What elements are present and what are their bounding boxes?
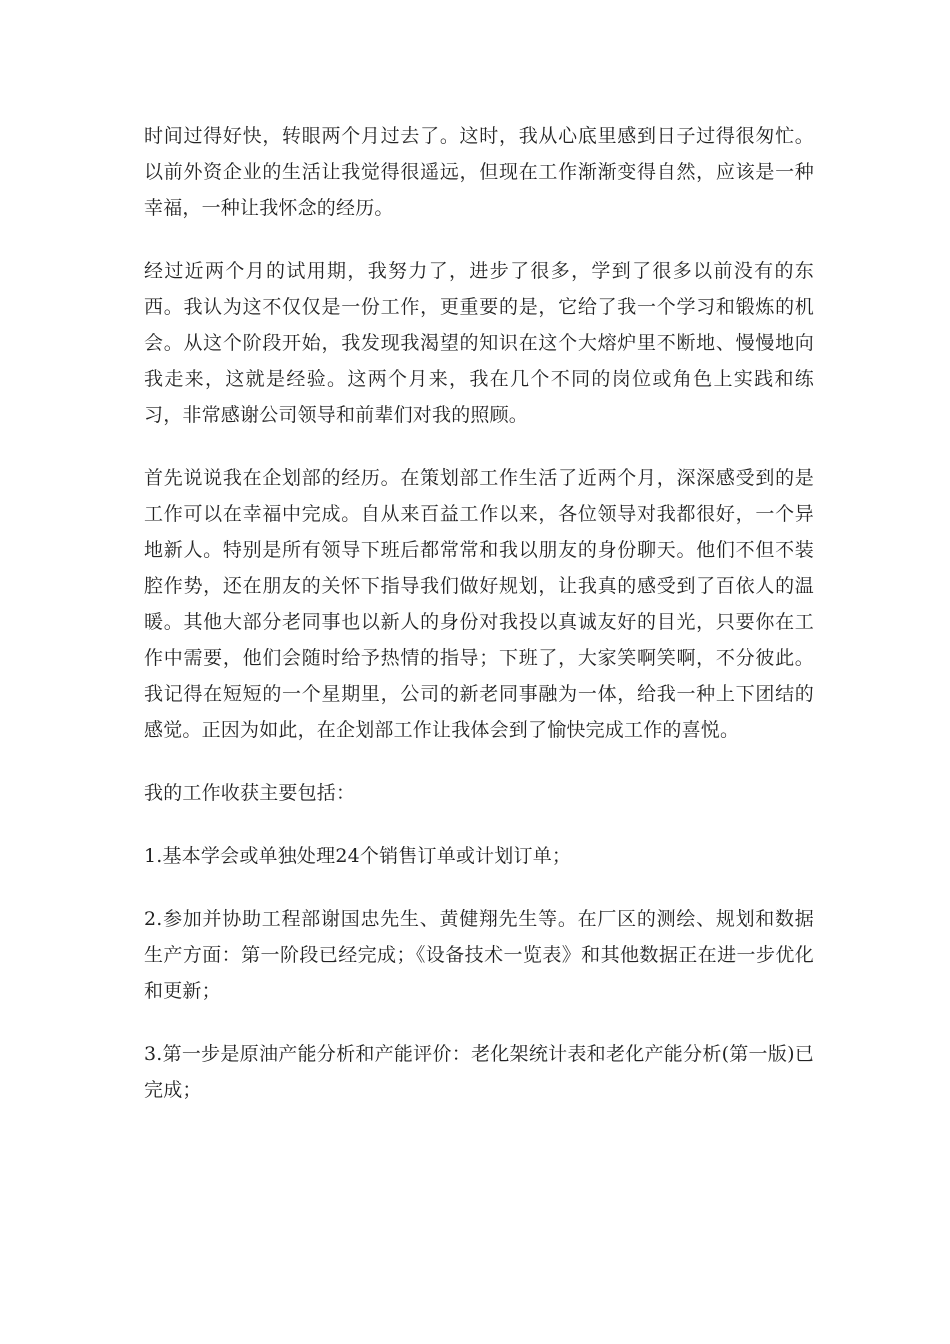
list-item-3: 3.第一步是原油产能分析和产能评价：老化架统计表和老化产能分析(第一版)已完成； <box>144 1043 814 1101</box>
document-body <box>144 118 814 1135</box>
paragraph-planning-dept: 首先说说我在企划部的经历。在策划部工作生活了近两个月，深深感受到的是工作可以在幸福中完成。自从来百益工作以来，各位领导对我都很好，一个异地新人。特别是所有领导下班后都常常和我以朋友的身份聊天。他们不但不装腔作势，还在朋友的关怀下指导我们做好规划，让我真的感受到了百依人的温暖。其他大部分老同事也以新人的身份对我投以真诚友好的目光，只要你在工作中需要，他们会随时给予热情的指导；下班了，大家笑啊笑啊，不分彼此。我记得在短短的一个星期里，公司的新老同事融为一体，给我一种上下团结的感觉。正因为如此，在企划部工作让我体会到了愉快完成工作的喜悦。 <box>144 467 814 741</box>
list-item-2: 2.参加并协助工程部谢国忠先生、黄健翔先生等。在厂区的测绘、规划和数据生产方面：第一阶段已经完成；《设备技术一览表》和其他数据正在进一步优化和更新； <box>144 908 814 1002</box>
paragraph-intro: 时间过得好快，转眼两个月过去了。这时，我从心底里感到日子过得很匆忙。以前外资企业的生活让我觉得很遥远，但现在工作渐渐变得自然，应该是一种幸福，一种让我怀念的经历。 <box>144 125 814 219</box>
paragraph-gains-heading: 我的工作收获主要包括： <box>144 782 356 804</box>
list-item-1: 1.基本学会或单独处理24个销售订单或计划订单； <box>144 845 572 867</box>
paragraph-probation: 经过近两个月的试用期，我努力了，进步了很多，学到了很多以前没有的东西。我认为这不仅仅是一份工作，更重要的是，它给了我一个学习和锻炼的机会。从这个阶段开始，我发现我渴望的知识在这个大熔炉里不断地、慢慢地向我走来，这就是经验。这两个月来，我在几个不同的岗位或角色上实践和练习，非常感谢公司领导和前辈们对我的照顾。 <box>144 260 814 426</box>
